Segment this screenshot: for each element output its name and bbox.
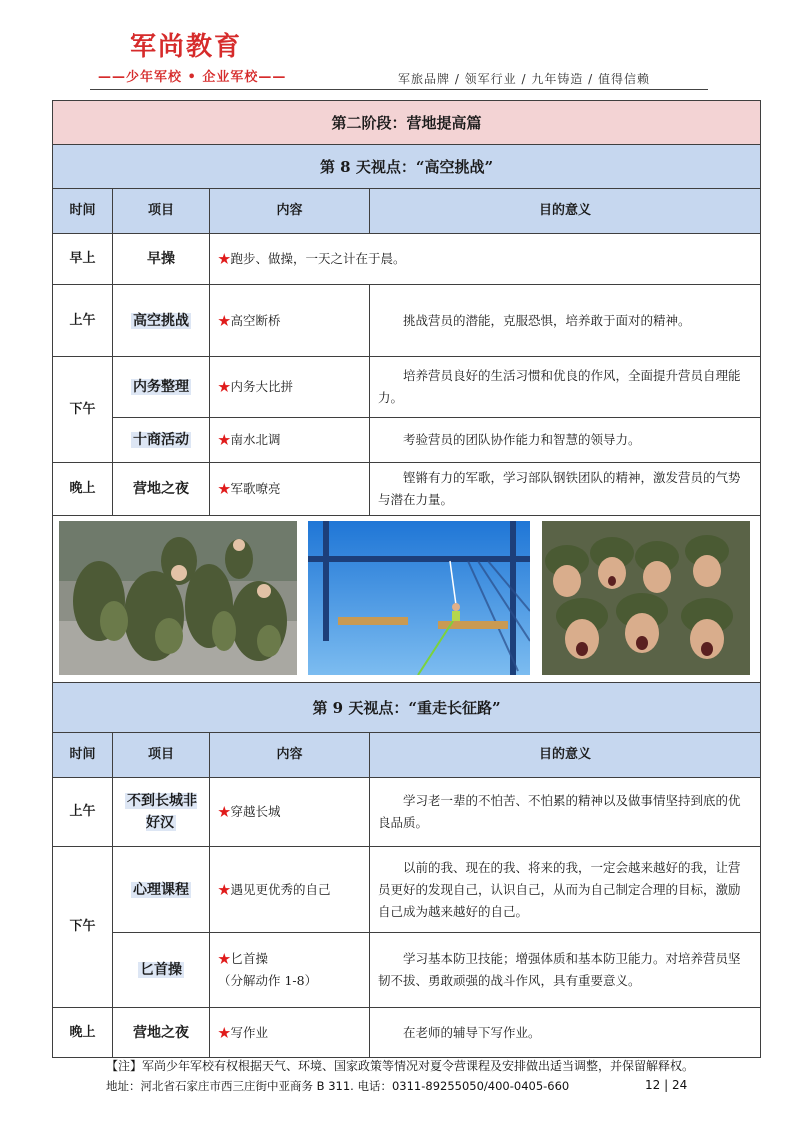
item-cell: 早操 [113, 234, 210, 285]
footer-note: 【注】军尚少年军校有权根据天气、环境、国家政策等情况对夏令营课程及安排做出适当调整，并保留解释权。 [106, 1059, 695, 1073]
item-cell: 高空挑战 [113, 285, 210, 357]
time-cell: 晚上 [53, 463, 113, 516]
table-row [53, 463, 761, 516]
day8-title: 第 8 天视点：“高空挑战” [53, 145, 761, 189]
page-header [0, 0, 800, 98]
star-icon: ★ [218, 951, 231, 966]
content-cell: ★南水北调 [210, 418, 370, 463]
col-time-header: 时间 [53, 189, 113, 234]
time-cell: 上午 [53, 778, 113, 847]
star-icon: ★ [218, 379, 231, 394]
meaning-cell: 学习老一辈的不怕苦、不怕累的精神以及做事情坚持到底的优良品质。 [370, 778, 761, 847]
star-icon: ★ [218, 804, 231, 819]
page-number: 12 | 24 [645, 1078, 688, 1092]
table-row [53, 778, 761, 847]
col-meaning-header: 目的意义 [370, 189, 761, 234]
time-cell: 晚上 [53, 1008, 113, 1058]
item-cell: 不到长城非好汉 [113, 778, 210, 847]
content-cell: ★军歌嘹亮 [210, 463, 370, 516]
header-slogan: 军旅品牌 / 领军行业 / 九年铸造 / 值得信赖 [398, 72, 651, 86]
col-meaning-header: 目的意义 [370, 733, 761, 778]
col-item-header: 项目 [113, 733, 210, 778]
time-cell: 上午 [53, 285, 113, 357]
star-icon: ★ [218, 251, 231, 266]
meaning-cell: 铿锵有力的军歌，学习部队钢铁团队的精神，激发营员的气势与潜在力量。 [370, 463, 761, 516]
stage-title-row [53, 101, 761, 145]
table-row [53, 933, 761, 1008]
content-cell: ★遇见更优秀的自己 [210, 847, 370, 933]
time-cell: 下午 [53, 357, 113, 463]
content-cell: ★写作业 [210, 1008, 370, 1058]
meaning-cell: 以前的我、现在的我、将来的我，一定会越来越好的我，让营员更好的发现自己，认识自己，从而为自己制定合理的目标，激励自己成为越来越好的自己。 [370, 847, 761, 933]
brand-tagline: ——少年军校 • 企业军校—— [98, 70, 287, 85]
item-cell: 营地之夜 [113, 1008, 210, 1058]
training-photo-drill [59, 521, 297, 675]
content-subtext: （分解动作 1-8） [218, 973, 318, 988]
star-icon: ★ [218, 881, 231, 897]
brand-logo-title: 军尚教育 [130, 32, 243, 62]
content-cell: ★内务大比拼 [210, 357, 370, 418]
col-item-header: 项目 [113, 189, 210, 234]
item-cell: 心理课程 [113, 847, 210, 933]
star-icon: ★ [218, 481, 231, 496]
stage-title: 第二阶段：营地提高篇 [53, 101, 761, 145]
meaning-cell: 挑战营员的潜能，克服恐惧，培养敢于面对的精神。 [370, 285, 761, 357]
footer-address: 地址：河北省石家庄市西三庄街中亚商务 B 311. 电话：0311-89255050/400-0405-660 [106, 1079, 570, 1093]
day9-title-row [53, 683, 761, 733]
content-cell: ★跑步、做操，一天之计在于晨。 [210, 234, 761, 285]
time-cell: 早上 [53, 234, 113, 285]
training-photo-high-bridge [308, 521, 530, 675]
col-content-header: 内容 [210, 733, 370, 778]
item-cell: 匕首操 [113, 933, 210, 1008]
day9-title: 第 9 天视点：“重走长征路” [53, 683, 761, 733]
meaning-cell: 学习基本防卫技能；增强体质和基本防卫能力。对培养营员坚韧不拔、勇敢顽强的战斗作风，具有重要意义。 [370, 933, 761, 1008]
content-cell: ★高空断桥 [210, 285, 370, 357]
star-icon: ★ [218, 312, 231, 328]
item-cell: 十商活动 [113, 418, 210, 463]
day9-column-header-row [53, 733, 761, 778]
table-row [53, 357, 761, 418]
time-cell: 下午 [53, 847, 113, 1008]
table-row [53, 847, 761, 933]
item-cell: 营地之夜 [113, 463, 210, 516]
meaning-cell: 在老师的辅导下写作业。 [370, 1008, 761, 1058]
star-icon: ★ [218, 432, 231, 447]
content-cell: ★匕首操 （分解动作 1-8） [210, 933, 370, 1008]
table-row [53, 234, 761, 285]
schedule-table [52, 100, 761, 1058]
table-row [53, 285, 761, 357]
photo-row [53, 516, 761, 683]
header-divider [90, 89, 708, 90]
day8-column-header-row [53, 189, 761, 234]
item-cell: 内务整理 [113, 357, 210, 418]
star-icon: ★ [218, 1024, 231, 1040]
col-content-header: 内容 [210, 189, 370, 234]
day8-title-row [53, 145, 761, 189]
content-cell: ★穿越长城 [210, 778, 370, 847]
table-row [53, 1008, 761, 1058]
meaning-cell: 培养营员良好的生活习惯和优良的作风，全面提升营员自理能力。 [370, 357, 761, 418]
photo-strip [53, 516, 761, 683]
meaning-cell: 考验营员的团队协作能力和智慧的领导力。 [370, 418, 761, 463]
table-row [53, 418, 761, 463]
col-time-header: 时间 [53, 733, 113, 778]
training-photo-singing [542, 521, 750, 675]
